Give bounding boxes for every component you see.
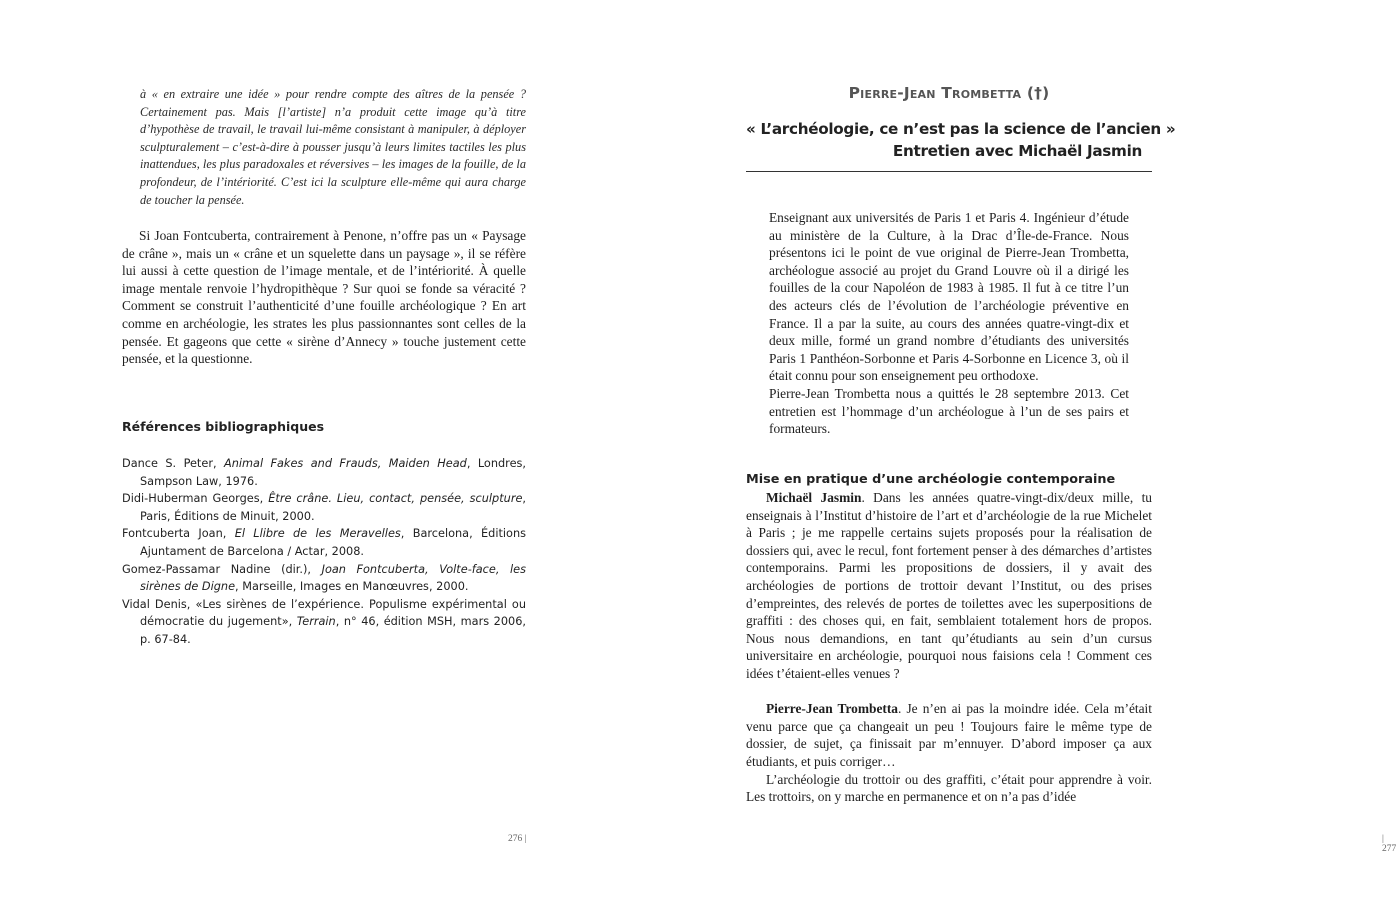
quote-text: à « en extraire une idée » pour rendre compte des aîtres de la pensée ? Certainement pas. Mais [l’artiste] n’a produit cette image qu’à titre d’hypothèse de travail, le travail lui-même consistant à manipuler, à déployer sculpturalement – c’est-à-dire à pousser jusqu’à leurs limites tactiles les plus inattendues, les plus paradoxales et réversives – les images de la fouille, de la profondeur, de l’intériorité. C’est ici la sculpture elle-même qui aura charge de toucher la pensée. xyxy=(140,87,526,207)
article-title xyxy=(746,118,1176,162)
interview-answer: Pierre-Jean Trombetta. Je n’en ai pas la moindre idée. Cela m’était venu parce que ça changeait un peu ! Toujours faire le même type de dossier, de sujet, ça finissait par m’ennuyer. D’abord imposer ça aux étudiants, et puis corriger… xyxy=(746,701,1152,769)
references-heading: Références bibliographiques xyxy=(122,419,325,434)
speaker-name: Michaël Jasmin xyxy=(766,490,862,505)
section-heading: Mise en pratique d’une archéologie contemporaine xyxy=(746,472,1116,487)
right-page xyxy=(636,0,1396,904)
reference-item: Gomez-Passamar Nadine (dir.), Joan Fontcuberta, Volte-face, les sirènes de Digne, Marseille, Images en Manœuvres, 2000. xyxy=(122,562,526,594)
interview-question: Michaël Jasmin. Dans les années quatre-vingt-dix/deux mille, tu enseignais à l’Institut d’histoire de l’art et d’archéologie de la rue Michelet à Paris ; je me rappelle certains sujets proposés pour la réalisation de dossiers qui, avec le recul, font fortement penser à des démarches d’artistes contemporains. Parmi les propositions de dossiers, il y avait des archéologies de portions de trottoir devant l’Institut, ou des prises d’empreintes, des relevés de portes de toilettes avec les superpositions de graffiti : des choses qui, en fait, semblaient totalement hors de propos. Nous nous demandions, en tant qu’étudiants au sein d’un cursus universitaire en archéologie, pourquoi nous faisions cela ! Comment ces idées t’étaient-elles venues ? xyxy=(746,490,1152,681)
paragraph-text: Si Joan Fontcuberta, contrairement à Penone, n’offre pas un « Paysage de crâne », mais un « crâne et un squelette dans un paysage », il se réfère lui aussi à cette question de l’image mentale, et de l’intériorité. À quelle image mentale renvoie l’hydropithèque ? Sur quoi se fonde sa véracité ? Comment se construit l’authenticité d’une fouille archéologique ? En art comme en archéologie, les strates les plus passionnantes sont celles de la pensée. Et gageons que cette « sirène d’Annecy » touche justement cette pensée, et la questionne. xyxy=(122,228,526,367)
introduction xyxy=(769,209,1129,438)
reference-item: Didi-Huberman Georges, Être crâne. Lieu, contact, pensée, sculpture, Paris, Éditions de Minuit, 2000. xyxy=(122,492,527,523)
body-paragraph xyxy=(122,227,526,368)
references-list xyxy=(122,455,526,649)
intro-paragraph: Pierre-Jean Trombetta nous a quittés le 28 septembre 2013. Cet entretien est l’hommage d’un archéologue à l’un de ses pairs et formateurs. xyxy=(769,385,1129,437)
interview-answer-continued: L’archéologie du trottoir ou des graffiti, c’était pour apprendre à voir. Les trottoirs, on y marche en permanence et on n’a pas d’idée xyxy=(746,771,1152,805)
reference-item: Fontcuberta Joan, El Llibre de les Meravelles, Barcelona, Éditions Ajuntament de Barcelona / Actar, 2008. xyxy=(122,527,526,558)
reference-item: Vidal Denis, «Les sirènes de l’expérience. Populisme expérimental ou démocratie du jugement», Terrain, n° 46, édition MSH, mars 2006, p. 67-84. xyxy=(122,597,526,646)
title-line-1: « L’archéologie, ce n’est pas la science de l’ancien » xyxy=(746,120,1176,138)
page-number-left: 276 | xyxy=(508,834,527,844)
reference-item: Dance S. Peter, Animal Fakes and Frauds, Maiden Head, Londres, Sampson Law, 1976. xyxy=(122,457,526,488)
page-number-right: | 277 xyxy=(1382,834,1396,854)
intro-paragraph: Enseignant aux universités de Paris 1 et Paris 4. Ingénieur d’étude au ministère de la Culture, à la Drac d’Île-de-France. Nous présentons ici le point de vue original de Pierre-Jean Trombetta, archéologue associé au projet du Grand Louvre où il a dirigé les fouilles de la cour Napoléon de 1983 à 1985. Il fut à ce titre l’un des acteurs clés de l’évolution de l’archéologie préventive en France. Il a par la suite, au cours des années quatre-vingt-dix et deux mille, formé un grand nombre d’étudiants des universités Paris 1 Panthéon-Sorbonne et Paris 4-Sorbonne en Licence 3, où il était connu pour son enseignement peu orthodoxe. xyxy=(769,210,1129,384)
article-author: Pierre-Jean Trombetta (†) xyxy=(848,84,1050,102)
title-divider xyxy=(746,171,1152,172)
left-page xyxy=(0,0,636,904)
speaker-name: Pierre-Jean Trombetta xyxy=(766,701,899,717)
interview-body xyxy=(746,489,1152,806)
title-line-2: Entretien avec Michaël Jasmin xyxy=(892,142,1142,160)
block-quote xyxy=(140,86,526,209)
